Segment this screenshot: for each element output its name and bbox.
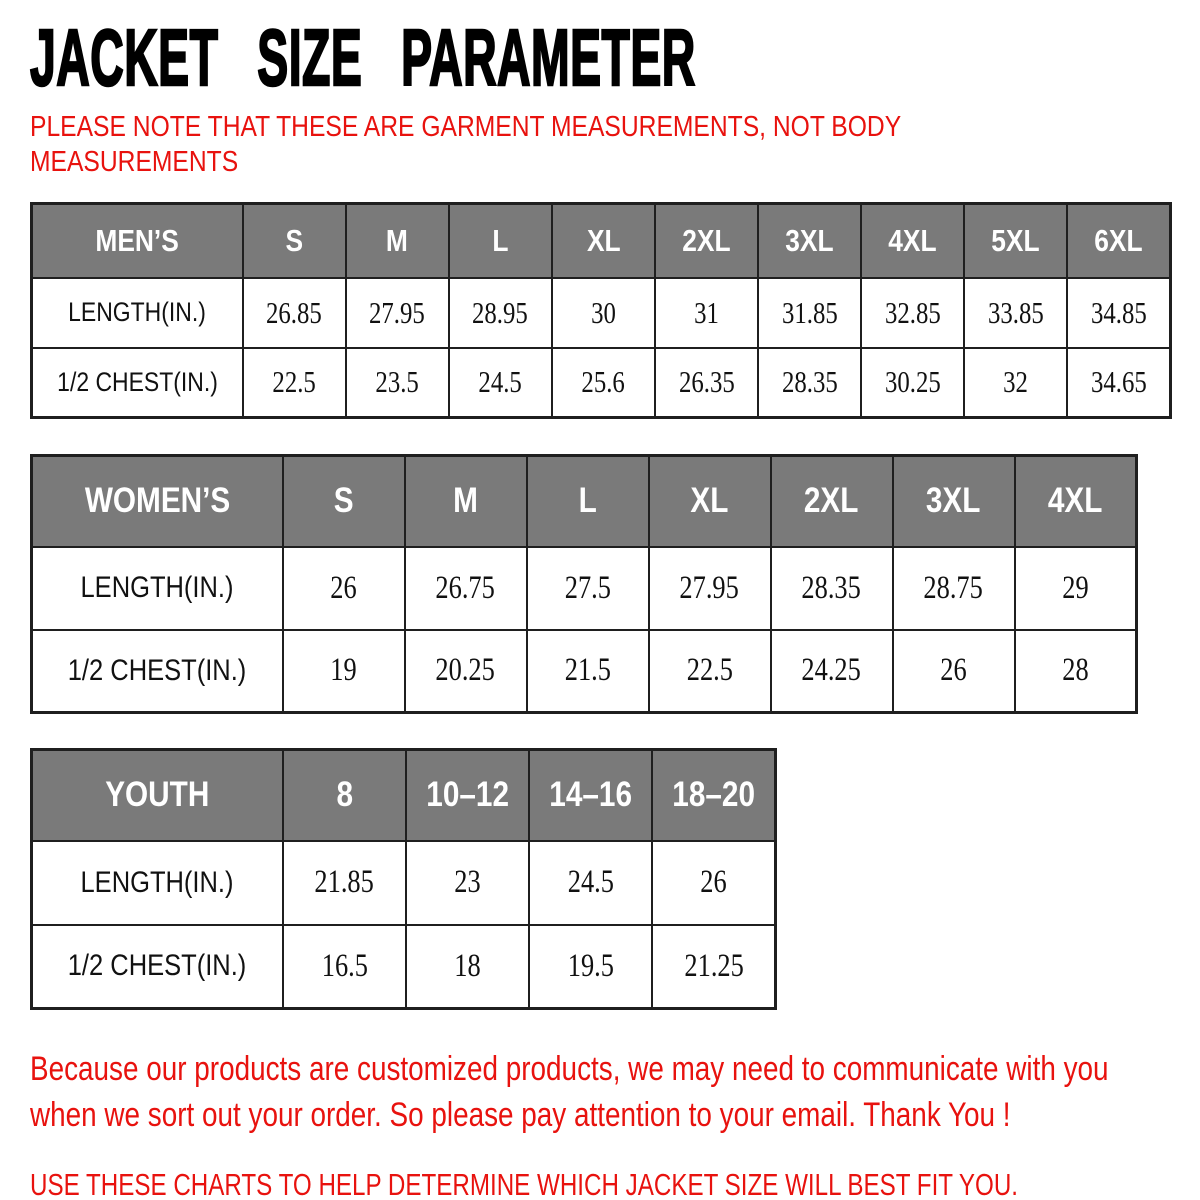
customization-notice-line-1: Because our products are customized products, we may need to communicate with you (30, 1050, 1109, 1088)
size-value-cell (243, 348, 346, 418)
size-value-cell (406, 841, 529, 925)
row-label: 1/2 CHEST(IN.) (68, 949, 247, 983)
size-header-label: S (285, 222, 303, 258)
womens-length-row (32, 547, 1137, 630)
row-label: 1/2 CHEST(IN.) (67, 653, 247, 687)
size-header-label: 6XL (1094, 222, 1143, 258)
size-header-label: 18–20 (672, 775, 756, 815)
size-value: 27.95 (369, 294, 426, 330)
size-value-cell (1015, 547, 1137, 630)
size-value-cell (771, 630, 893, 713)
size-value-cell (649, 547, 771, 630)
size-value-cell (758, 348, 861, 418)
size-value: 21.5 (564, 652, 611, 689)
size-value-cell (283, 630, 405, 713)
size-value-cell (652, 925, 775, 1009)
chart-usage-note-text: USE THESE CHARTS TO HELP DETERMINE WHICH JACKET SIZE WILL BEST FIT YOU. (30, 1167, 1019, 1200)
size-header-label: 4XL (888, 222, 937, 258)
size-column-header (964, 204, 1067, 278)
size-column-header (449, 204, 552, 278)
size-value: 34.85 (1090, 294, 1147, 330)
size-header-label: S (333, 481, 354, 521)
size-value: 28 (1062, 652, 1089, 689)
size-column-header (405, 456, 527, 547)
size-value-cell (346, 278, 449, 348)
size-value-cell (893, 630, 1015, 713)
size-header-label: 5XL (991, 222, 1040, 258)
row-label-cell (32, 348, 243, 418)
size-value: 32.85 (884, 294, 941, 330)
size-value: 18 (454, 947, 481, 984)
size-column-header (655, 204, 758, 278)
size-value: 20.25 (435, 652, 496, 689)
size-value-cell (1067, 348, 1170, 418)
size-value: 21.85 (314, 864, 375, 900)
size-value: 24.25 (801, 652, 862, 689)
size-header-label: 3XL (926, 481, 981, 521)
size-value-cell (529, 841, 652, 925)
size-value-cell (652, 841, 775, 925)
size-value-cell (861, 278, 964, 348)
size-value-cell (552, 348, 655, 418)
size-header-label: 10–12 (426, 775, 509, 815)
youth-size-table (30, 748, 777, 1010)
size-header-label: 3XL (785, 222, 834, 258)
youth-table-title: YOUTH (105, 775, 210, 815)
size-value-cell (1067, 278, 1170, 348)
size-value: 26.75 (435, 569, 496, 606)
size-value: 31 (694, 294, 719, 330)
size-value: 19 (330, 652, 357, 689)
size-value-cell (243, 278, 346, 348)
size-column-header (861, 204, 964, 278)
mens-header-row (32, 204, 1171, 278)
garment-measurement-note (30, 110, 1200, 180)
size-column-header (527, 456, 649, 547)
size-value-cell (964, 278, 1067, 348)
size-column-header (346, 204, 449, 278)
size-value: 34.65 (1090, 364, 1147, 400)
youth-table-title-cell (32, 750, 283, 841)
row-label-cell (32, 278, 243, 348)
womens-header-row (32, 456, 1137, 547)
page-title-text: JACKET SIZE PARAMETER (30, 13, 696, 102)
womens-chest-row (32, 630, 1137, 713)
size-value-cell (405, 547, 527, 630)
note-line-1: PLEASE NOTE THAT THESE ARE GARMENT MEASUREMENTS, NOT BODY (30, 111, 902, 143)
size-value-cell (449, 278, 552, 348)
size-value: 24.5 (478, 364, 523, 400)
row-label: LENGTH(IN.) (80, 865, 234, 899)
size-value-cell (529, 925, 652, 1009)
size-value: 22.5 (272, 364, 316, 400)
size-column-header (771, 456, 893, 547)
size-value-cell (405, 630, 527, 713)
size-value: 25.6 (581, 364, 626, 400)
size-column-header (406, 750, 529, 841)
page-title (30, 13, 1200, 102)
chart-usage-note (30, 1166, 1200, 1200)
size-header-label: 14–16 (549, 775, 633, 815)
size-header-label: L (492, 222, 509, 258)
size-column-header (552, 204, 655, 278)
size-value: 28.75 (923, 569, 984, 606)
size-value: 33.85 (987, 294, 1044, 330)
size-column-header (529, 750, 652, 841)
size-header-label: 8 (336, 775, 353, 815)
size-column-header (243, 204, 346, 278)
size-header-label: 2XL (804, 481, 859, 521)
size-column-header (1067, 204, 1170, 278)
size-column-header (893, 456, 1015, 547)
size-value-cell (655, 348, 758, 418)
row-label: 1/2 CHEST(IN.) (56, 366, 218, 397)
size-value-cell (655, 278, 758, 348)
size-column-header (758, 204, 861, 278)
size-value-cell (552, 278, 655, 348)
size-value: 22.5 (686, 652, 733, 689)
womens-table-title-cell (32, 456, 283, 547)
size-value-cell (1015, 630, 1137, 713)
size-value-cell (861, 348, 964, 418)
mens-length-row (32, 278, 1171, 348)
size-value: 26 (700, 864, 727, 900)
size-value-cell (527, 630, 649, 713)
row-label: LENGTH(IN.) (80, 571, 234, 604)
row-label-cell (32, 547, 283, 630)
size-value-cell (449, 348, 552, 418)
size-value-cell (283, 925, 406, 1009)
womens-table-title: WOMEN’S (84, 481, 230, 521)
size-value-cell (527, 547, 649, 630)
size-value: 28.35 (801, 569, 862, 606)
size-value-cell (893, 547, 1015, 630)
size-header-label: XL (586, 222, 621, 258)
row-label-cell (32, 925, 283, 1009)
size-value: 16.5 (321, 947, 368, 984)
size-value: 24.5 (567, 864, 614, 900)
size-value: 23 (454, 864, 481, 900)
size-value: 26 (940, 652, 967, 689)
size-value: 30 (591, 294, 616, 330)
size-header-label: 2XL (682, 222, 731, 258)
note-line-2: MEASUREMENTS (30, 146, 239, 178)
womens-size-table (30, 454, 1138, 714)
size-value-cell (964, 348, 1067, 418)
size-value: 29 (1062, 569, 1089, 606)
row-label-cell (32, 841, 283, 925)
row-label-cell (32, 630, 283, 713)
size-column-header (649, 456, 771, 547)
row-label: LENGTH(IN.) (68, 297, 207, 327)
mens-table-title: MEN’S (95, 222, 180, 258)
size-header-label: XL (690, 481, 729, 521)
size-value-cell (346, 348, 449, 418)
size-value: 26.85 (266, 294, 323, 330)
size-header-label: M (386, 222, 409, 258)
size-value: 19.5 (567, 947, 614, 984)
customization-notice-line-2: when we sort out your order. So please pay attention to your email. Thank You ! (30, 1096, 1011, 1134)
size-value-cell (649, 630, 771, 713)
size-value: 26.35 (678, 364, 735, 400)
size-header-label: 4XL (1047, 481, 1103, 521)
size-value-cell (406, 925, 529, 1009)
youth-chest-row (32, 925, 776, 1009)
mens-chest-row (32, 348, 1171, 418)
size-header-label: M (453, 481, 478, 521)
size-value: 27.95 (679, 569, 740, 606)
size-column-header (652, 750, 775, 841)
size-value-cell (283, 547, 405, 630)
size-value-cell (771, 547, 893, 630)
youth-length-row (32, 841, 776, 925)
size-value: 23.5 (375, 364, 419, 400)
mens-size-table (30, 202, 1172, 419)
size-value: 28.95 (472, 294, 529, 330)
mens-table-title-cell (32, 204, 243, 278)
size-value: 32 (1003, 364, 1029, 400)
customization-notice (30, 1046, 1200, 1138)
size-value: 26 (330, 569, 357, 606)
size-value: 27.5 (564, 569, 611, 606)
size-column-header (283, 750, 406, 841)
size-value-cell (758, 278, 861, 348)
size-column-header (283, 456, 405, 547)
size-value: 21.25 (683, 947, 744, 984)
size-value: 28.35 (781, 364, 838, 400)
size-header-label: L (578, 481, 597, 521)
size-value: 31.85 (781, 294, 838, 330)
size-value: 30.25 (884, 364, 941, 400)
size-column-header (1015, 456, 1137, 547)
youth-header-row (32, 750, 776, 841)
size-value-cell (283, 841, 406, 925)
